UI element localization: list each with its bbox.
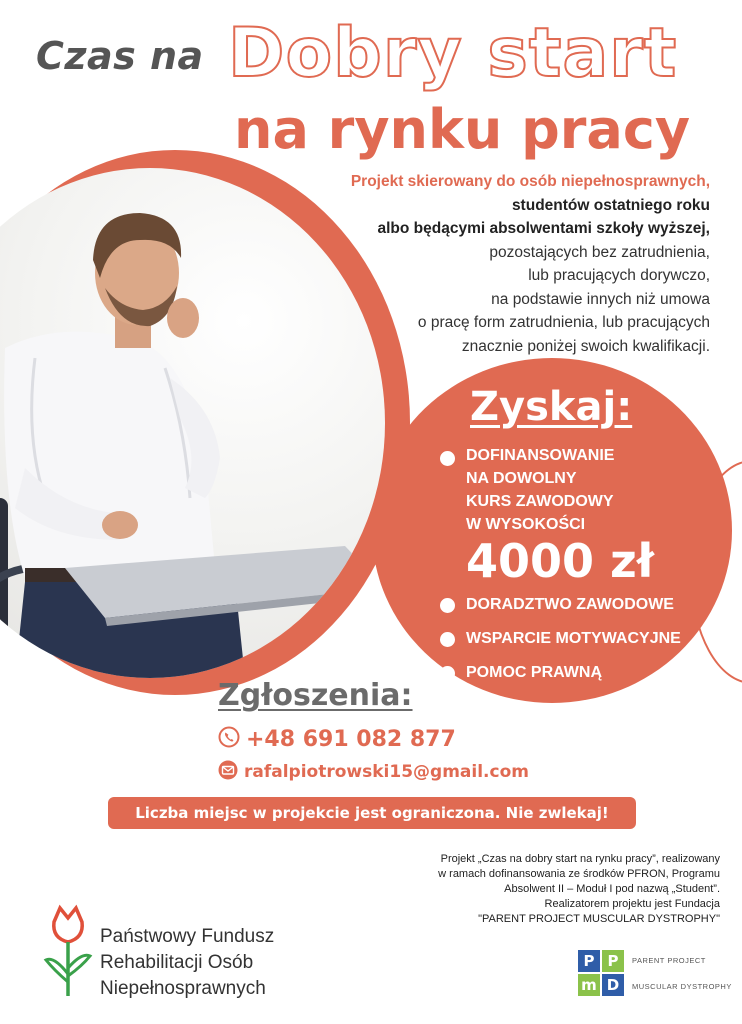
phone-icon	[218, 726, 240, 752]
description-line: na podstawie innych niż umowa	[491, 290, 710, 308]
ppmd-letter: P	[578, 950, 600, 972]
title-outline: Dobry start	[228, 14, 678, 93]
ppmd-label: PARENT PROJECT	[632, 956, 706, 965]
description-line: Projekt skierowany do osób niepełnosprawnych,	[350, 173, 710, 190]
project-footer-note	[360, 852, 720, 927]
benefits-heading: Zyskaj:	[470, 384, 633, 430]
bullet-dot-icon	[440, 666, 455, 681]
pfron-line: Niepełnosprawnych	[100, 978, 266, 999]
footer-note-line: Absolwent II – Moduł I pod nazwą „Student”.	[504, 883, 720, 895]
limited-places-banner	[108, 797, 636, 829]
banner-text: Liczba miejsc w projekcie jest ograniczona. Nie zwlekaj!	[135, 804, 609, 822]
pfron-logo-text	[100, 924, 274, 1002]
bullet-dot-icon	[440, 451, 455, 466]
description-line: studentów ostatniego roku	[511, 196, 710, 214]
email-row[interactable]	[218, 760, 529, 784]
ppmd-letter: P	[602, 950, 624, 972]
footer-note-line: Realizatorem projektu jest Fundacja	[544, 898, 720, 910]
benefit-item: WSPARCIE MOTYWACYJNE	[466, 630, 681, 647]
benefit-funding-line: NA DOWOLNY	[466, 470, 577, 487]
description-line: lub pracujących dorywczo,	[528, 267, 710, 284]
tulip-logo-icon	[40, 904, 96, 1004]
description-line: o pracę form zatrudnienia, lub pracujących	[417, 314, 710, 331]
pfron-line: Rehabilitacji Osób	[100, 952, 254, 973]
project-description	[270, 170, 710, 358]
title-prefix: Czas na	[36, 34, 204, 78]
email-address[interactable]: rafalpiotrowski15@gmail.com	[244, 762, 529, 782]
ppmd-logo	[578, 950, 732, 1002]
ppmd-label: MUSCULAR DYSTROPHY	[632, 982, 732, 991]
bullet-dot-icon	[440, 632, 455, 647]
benefit-funding-line: KURS ZAWODOWY	[466, 493, 614, 510]
footer-note-line: Projekt „Czas na dobry start na rynku pracy”, realizowany	[440, 853, 720, 865]
funding-amount: 4000 zł	[466, 534, 654, 588]
phone-row[interactable]	[218, 726, 456, 752]
description-line: pozostających bez zatrudnienia,	[489, 243, 710, 261]
benefit-item: POMOC PRAWNĄ	[466, 664, 602, 681]
ppmd-letter: D	[602, 974, 624, 996]
benefit-funding-line: W WYSOKOŚCI	[466, 516, 586, 533]
footer-note-line: "PARENT PROJECT MUSCULAR DYSTROPHY"	[478, 913, 720, 925]
benefit-funding	[466, 444, 614, 536]
phone-number[interactable]: +48 691 082 877	[246, 726, 456, 752]
email-icon	[218, 760, 238, 784]
title-solid: na rynku pracy	[234, 98, 691, 161]
footer-note-line: w ramach dofinansowania ze środków PFRON, Programu	[438, 868, 720, 880]
bullet-dot-icon	[440, 598, 455, 613]
description-line: albo będącymi absolwentami szkoły wyższej,	[377, 220, 710, 237]
ppmd-letter: m	[578, 974, 600, 996]
benefit-funding-line: DOFINANSOWANIE	[466, 447, 615, 464]
description-line: znacznie poniżej swoich kwalifikacji.	[461, 337, 710, 355]
pfron-line: Państwowy Fundusz	[100, 926, 275, 947]
benefit-item: DORADZTWO ZAWODOWE	[466, 596, 674, 613]
contact-heading: Zgłoszenia:	[218, 678, 413, 713]
